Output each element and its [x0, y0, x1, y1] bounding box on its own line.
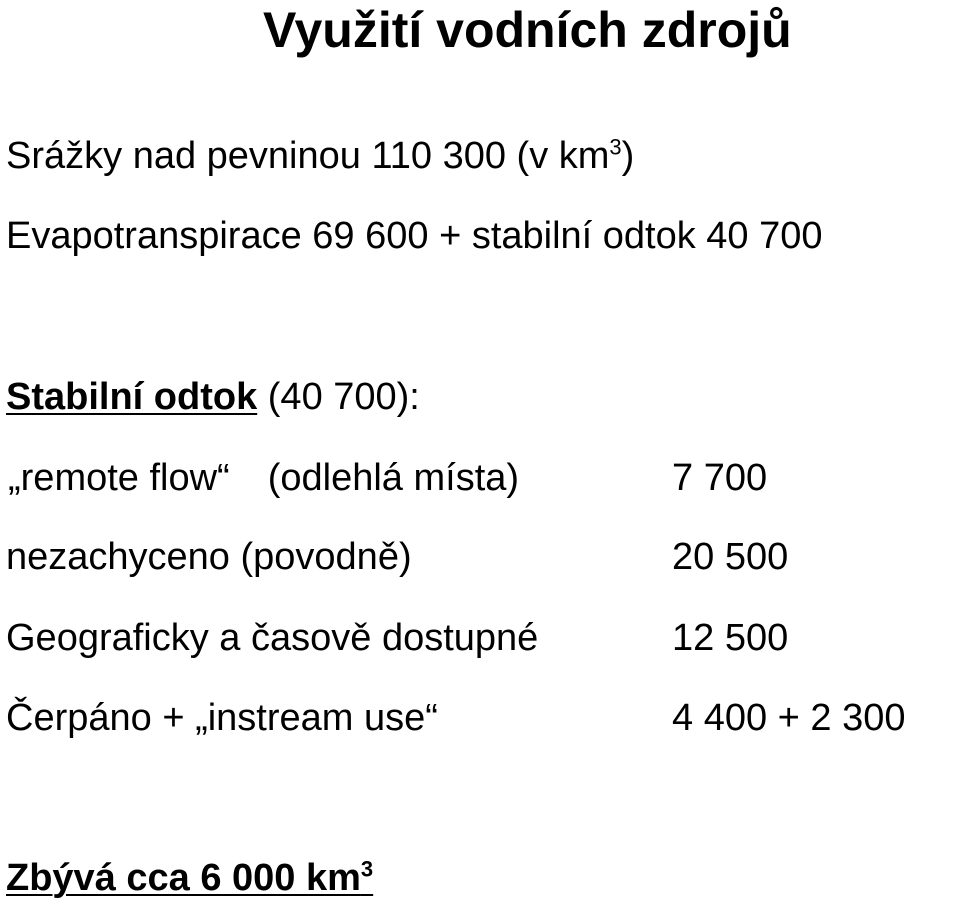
- evapotranspiration-line: Evapotranspirace 69 600 + stabilní odtok 40 700: [6, 215, 823, 257]
- remote-flow-label: [8, 456, 519, 500]
- uncaptured-label: nezachyceno (povodně): [6, 536, 412, 578]
- precipitation-close: ): [621, 135, 635, 177]
- remaining-line: [6, 856, 373, 900]
- available-label: Geograficky a časově dostupné: [6, 617, 539, 659]
- remaining-text: Zbývá cca 6 000 km: [6, 857, 361, 899]
- remaining-summary: [6, 857, 373, 899]
- stable-runoff-value: (40 700):: [257, 376, 420, 418]
- precipitation-unit-exponent: 3: [609, 134, 622, 160]
- stable-runoff-heading: [6, 375, 420, 419]
- pumped-label: Čerpáno + „instream use“: [6, 697, 438, 739]
- precipitation-line: [6, 134, 634, 178]
- precipitation-text: Srážky nad pevninou 110 300 (v km: [6, 135, 610, 177]
- remaining-unit-exponent: 3: [360, 856, 374, 882]
- available-value: 12 500: [672, 617, 789, 659]
- uncaptured-value: 20 500: [672, 536, 789, 578]
- pumped-value: 4 400 + 2 300: [672, 697, 906, 739]
- remote-flow-value: 7 700: [672, 457, 768, 499]
- remote-flow-description: (odlehlá místa): [267, 457, 520, 499]
- stable-runoff-label: Stabilní odtok: [6, 376, 258, 418]
- remote-flow-term: „remote flow“: [8, 457, 230, 499]
- page-title: Využití vodních zdrojů: [263, 2, 792, 58]
